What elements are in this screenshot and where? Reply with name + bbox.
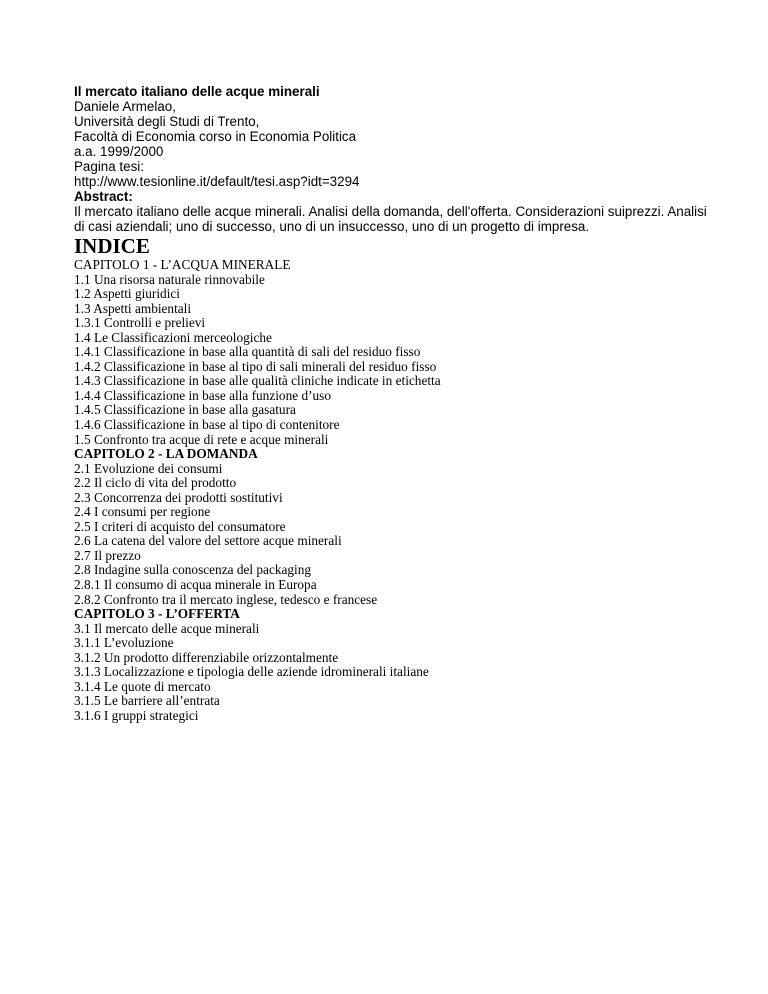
toc-entry: 1.5 Confronto tra acque di rete e acque minerali <box>74 431 329 447</box>
toc-entry: CAPITOLO 1 - L’ACQUA MINERALE <box>74 257 291 272</box>
toc-entry: 2.8 Indagine sulla conoscenza del packaging <box>74 562 312 578</box>
toc-entry: 3.1.4 Le quote di mercato <box>74 678 211 694</box>
toc-entry: 1.2 Aspetti giuridici <box>74 286 180 302</box>
toc-entry: 2.2 Il ciclo di vita del prodotto <box>74 475 237 491</box>
toc-entry: 1.4.2 Classificazione in base al tipo di sali minerali del residuo fisso <box>74 358 437 374</box>
toc-entry: 1.4 Le Classificazioni merceologiche <box>74 329 272 345</box>
document-title: Il mercato italiano delle acque minerali <box>74 84 320 99</box>
toc-entry: 2.4 I consumi per regione <box>74 504 211 520</box>
toc-entry: 1.4.6 Classificazione in base al tipo di contenitore <box>74 417 340 433</box>
toc-entry: 3.1.1 L’evoluzione <box>74 635 174 651</box>
toc-entry: 3.1.3 Localizzazione e tipologia delle aziende idrominerali italiane <box>74 664 429 680</box>
toc-entry: 1.4.4 Classificazione in base alla funzione d’uso <box>74 387 331 403</box>
toc-entry: 2.5 I criteri di acquisto del consumatore <box>74 518 286 534</box>
toc-entry: 1.3 Aspetti ambientali <box>74 300 192 316</box>
abstract-label: Abstract: <box>74 189 133 204</box>
toc-entry: 1.3.1 Controlli e prelievi <box>74 315 206 331</box>
toc-entry: 1.4.3 Classificazione in base alle qualità cliniche indicate in etichetta <box>74 373 441 389</box>
toc-entry: 2.7 Il prezzo <box>74 547 141 563</box>
toc-entry: 1.4.1 Classificazione in base alla quantità di sali del residuo fisso <box>74 344 421 360</box>
document-page <box>74 84 714 724</box>
table-of-contents <box>74 258 714 724</box>
toc-entry: 2.6 La catena del valore del settore acque minerali <box>74 533 342 549</box>
toc-entry: 2.8.1 Il consumo di acqua minerale in Europa <box>74 577 317 593</box>
university-name: Università degli Studi di Trento, <box>74 114 260 129</box>
page-label: Pagina tesi: <box>74 159 144 174</box>
toc-entry: 3.1.5 Le barriere all’entrata <box>74 693 220 709</box>
toc-entry: 1.1 Una risorsa naturale rinnovabile <box>74 271 265 287</box>
toc-entry: 2.3 Concorrenza dei prodotti sostitutivi <box>74 489 283 505</box>
toc-entry: 2.1 Evoluzione dei consumi <box>74 460 223 476</box>
academic-year: a.a. 1999/2000 <box>74 144 164 159</box>
toc-entry: 2.8.2 Confronto tra il mercato inglese, tedesco e francese <box>74 591 378 607</box>
toc-entry: 1.4.5 Classificazione in base alla gasatura <box>74 402 296 418</box>
thesis-url: http://www.tesionline.it/default/tesi.asp?idt=3294 <box>74 174 360 189</box>
toc-entry: 3.1 Il mercato delle acque minerali <box>74 620 260 636</box>
toc-entry: 3.1.6 I gruppi strategici <box>74 707 199 723</box>
toc-entry: 3.1.2 Un prodotto differenziabile orizzontalmente <box>74 649 339 665</box>
abstract-text: Il mercato italiano delle acque minerali. Analisi della domanda, dell'offerta. Considerazioni suiprezzi. Analisi di casi aziendali; uno di successo, uno di un insuccesso, uno di un progetto di impresa. <box>74 204 707 234</box>
author-name: Daniele Armelao, <box>74 99 176 114</box>
toc-chapter-heading: CAPITOLO 3 - L’OFFERTA <box>74 606 240 622</box>
document-header <box>74 84 714 234</box>
index-title: INDICE <box>74 234 150 258</box>
faculty-name: Facoltà di Economia corso in Economia Politica <box>74 129 357 144</box>
toc-chapter-heading: CAPITOLO 2 - LA DOMANDA <box>74 446 258 462</box>
